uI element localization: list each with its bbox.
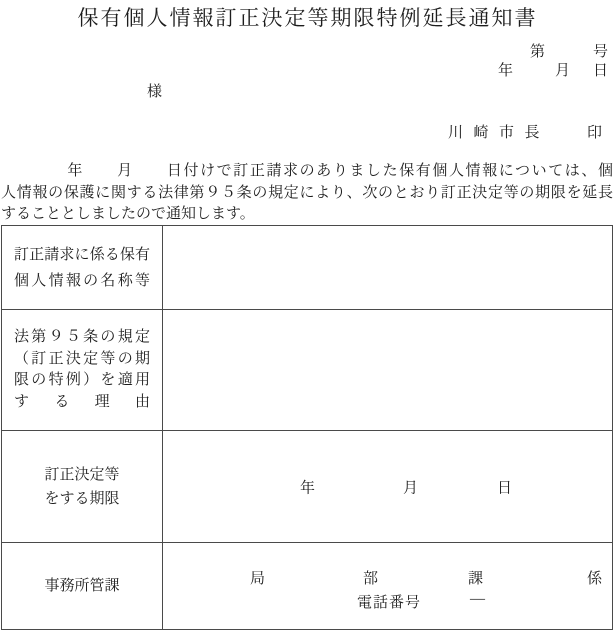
header-date-month: 月 — [554, 63, 570, 79]
label-line: 訂正決定等 — [44, 466, 120, 483]
table-label-reason-article95 — [2, 310, 163, 431]
label-line: 法第９５条の規定 — [14, 329, 150, 345]
table-value-deadline-date — [163, 431, 612, 543]
document-number-line — [530, 40, 608, 61]
office-department-label: 部 — [363, 571, 379, 587]
header-date-day: 日 — [592, 63, 608, 79]
deadline-month-label: 月 — [403, 480, 419, 496]
addressee-honorific: 様 — [147, 84, 163, 100]
document-title: 保有個人情報訂正決定等期限特例延長通知書 — [77, 6, 538, 30]
issuer-line — [448, 121, 602, 142]
issuer-name: 川崎市長 — [448, 125, 551, 141]
label-line: 事務所管課 — [44, 578, 120, 594]
table-label-correction-deadline — [2, 431, 163, 543]
document-number-prefix: 第 — [529, 44, 545, 60]
body-line-3: することとしましたので通知します。 — [1, 206, 255, 222]
office-phone-dash: ― — [470, 591, 485, 607]
body-paragraph — [1, 161, 613, 226]
office-bureau-label: 局 — [250, 571, 266, 587]
document-number-suffix: 号 — [592, 44, 608, 60]
label-line: 訂正請求に係る保有 — [14, 246, 150, 263]
header-date-year: 年 — [497, 63, 513, 79]
header-date-line — [498, 59, 608, 80]
label-line: する理由 — [14, 393, 150, 410]
table-value-office-in-charge — [163, 543, 612, 629]
label-line: 個人情報の名称等 — [14, 272, 150, 289]
deadline-day-label: 日 — [497, 480, 513, 496]
label-line: 限の特例）を適用 — [14, 372, 150, 388]
notification-table — [1, 225, 613, 630]
table-label-personal-info-name — [2, 226, 163, 310]
label-line: （訂正決定等の期 — [14, 350, 150, 367]
office-subsection-label: 係 — [587, 571, 603, 587]
body-line-2: 人情報の保護に関する法律第９５条の規定により、次のとおり訂正決定等の期限を延長 — [1, 184, 613, 201]
issuer-seal-mark: 印 — [587, 125, 603, 141]
office-phone-label: 電話番号 — [357, 595, 422, 611]
table-value-personal-info-name — [163, 226, 612, 310]
table-label-office-in-charge — [2, 543, 163, 629]
body-line-1: 年 月 日付けで訂正請求のありました保有個人情報については、個 — [1, 163, 613, 179]
table-value-reason — [163, 310, 612, 431]
label-line: をする期限 — [44, 490, 120, 507]
office-section-label: 課 — [468, 571, 484, 587]
deadline-year-label: 年 — [300, 480, 316, 496]
